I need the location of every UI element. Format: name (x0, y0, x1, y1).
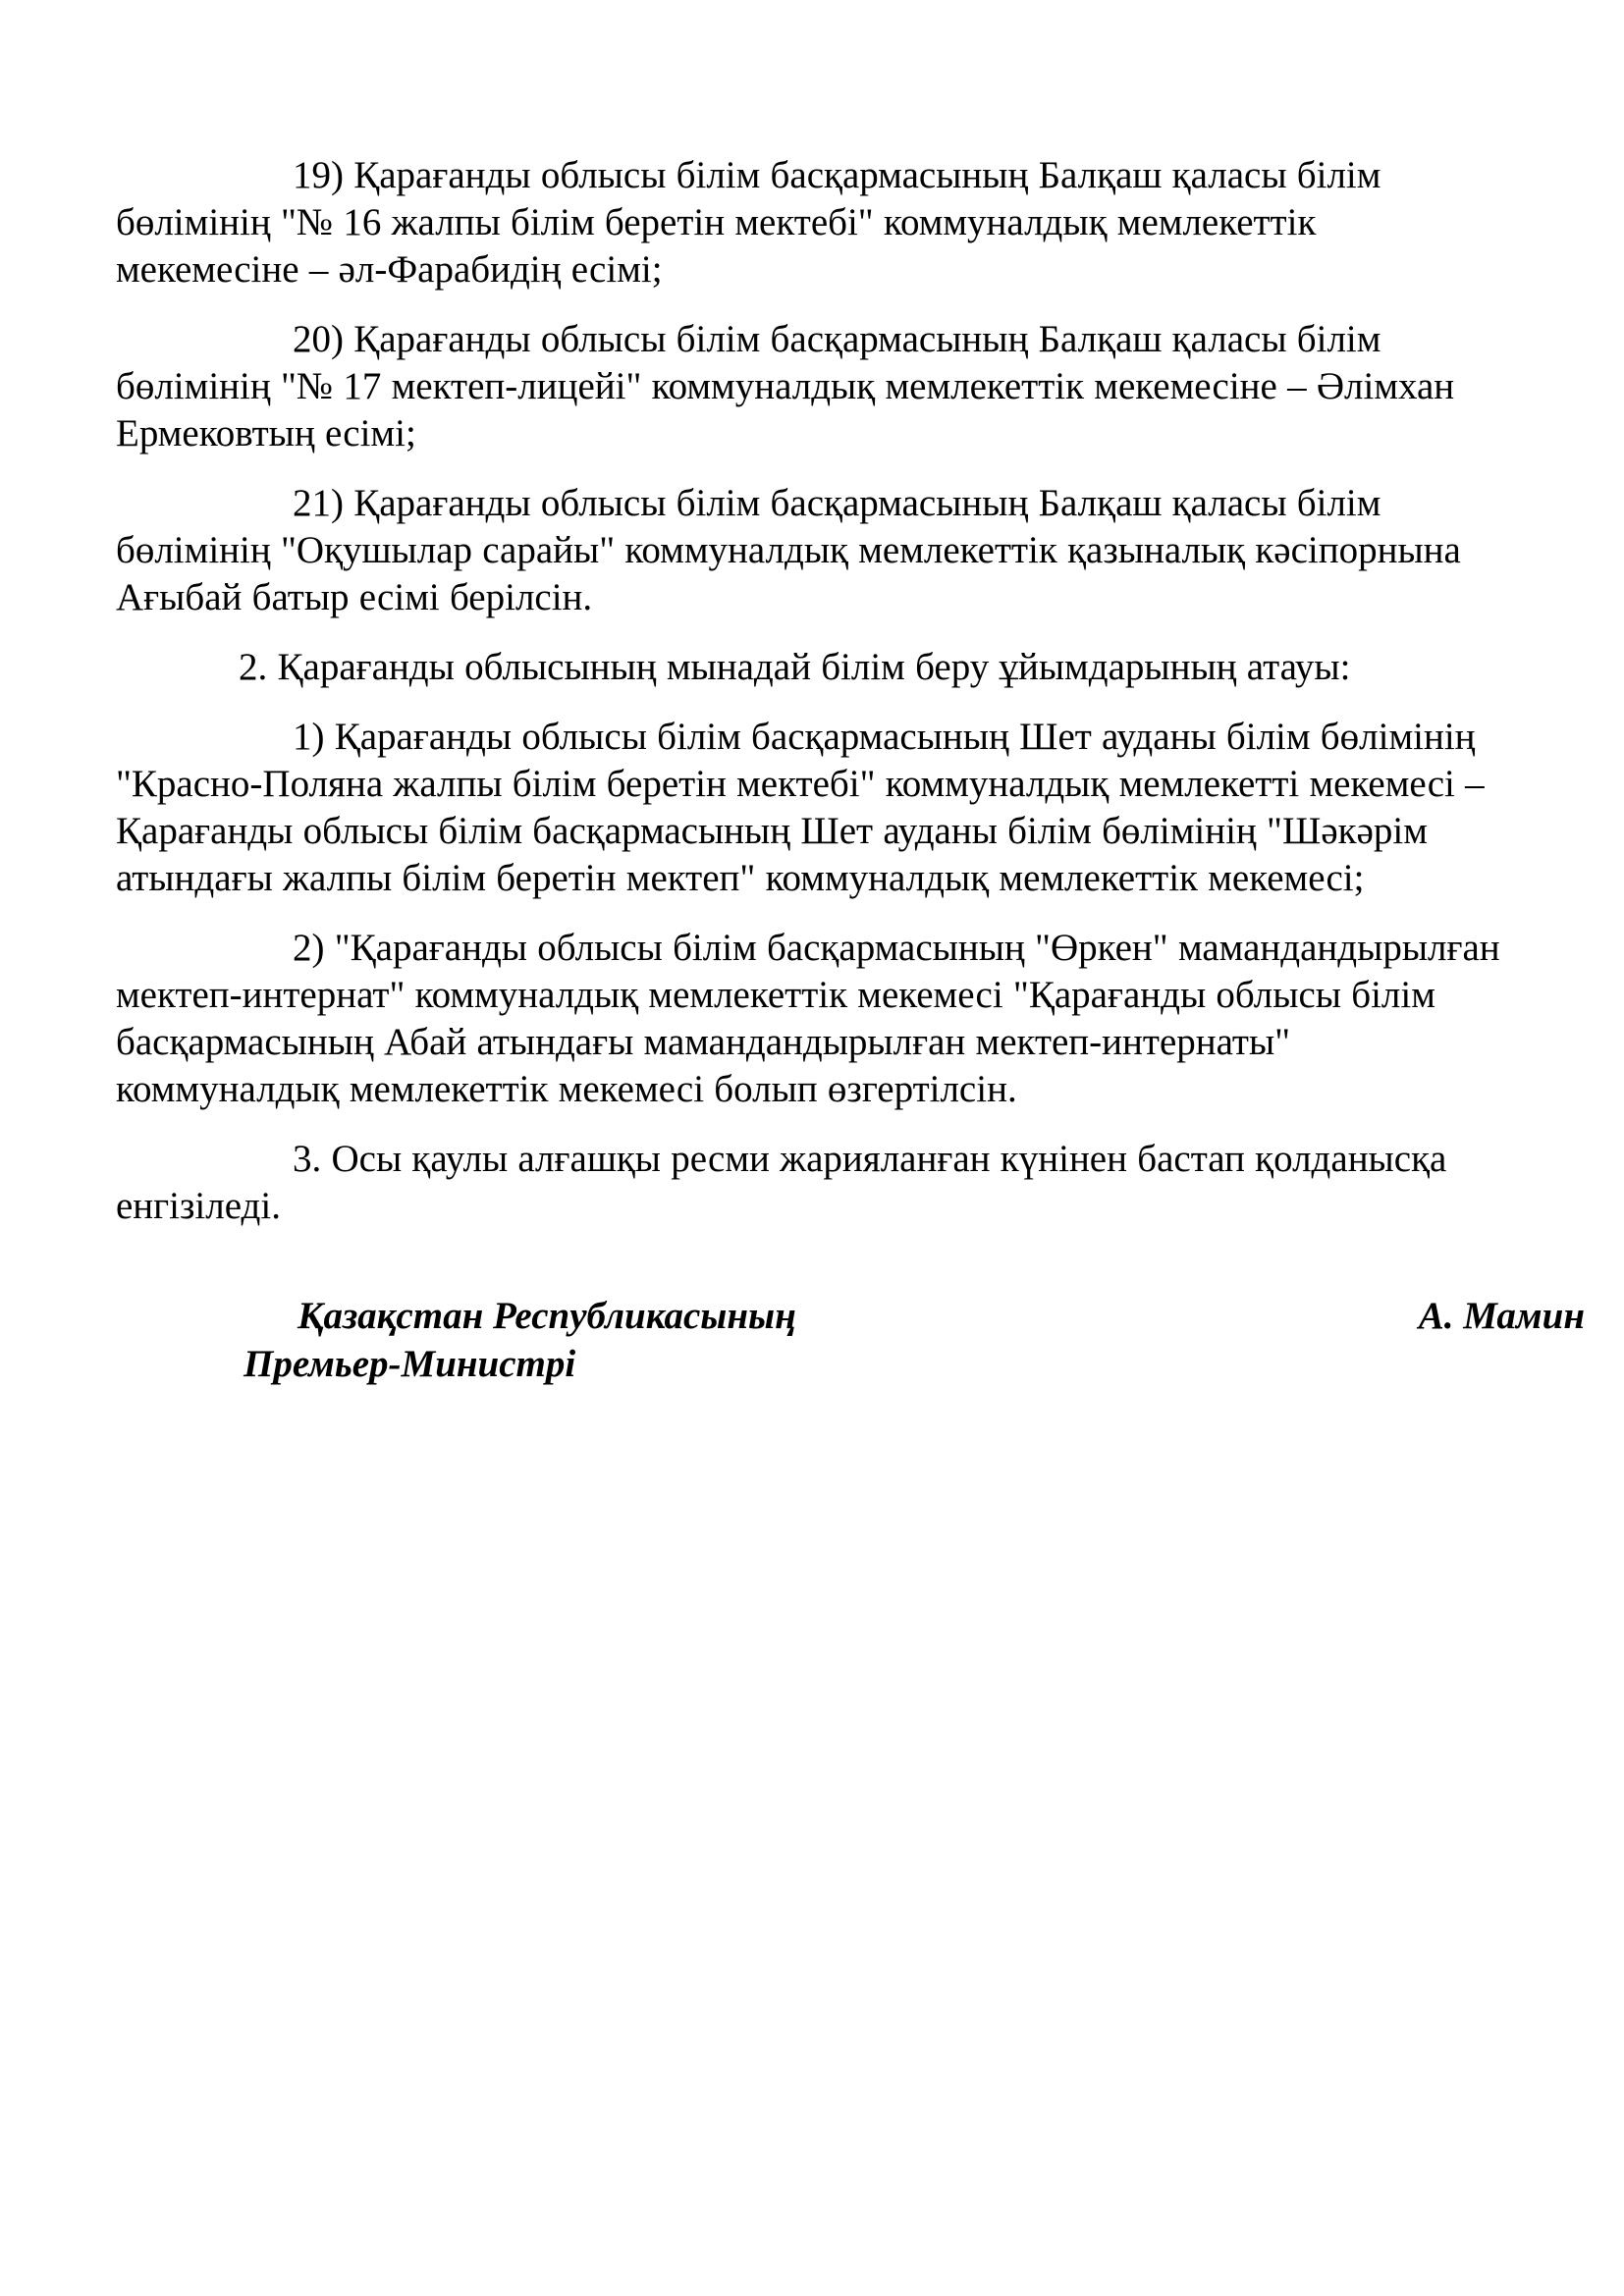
signer-name: А. Мамин (1418, 1295, 1585, 1337)
decree-item-21: 21) Қарағанды облысы білім басқармасының Балқаш қаласы білім бөлімінің "Оқушылар сарайы" коммуналдық мемлекеттік қазыналық кәсіпорнына Ағыбай батыр есімі берілсін. (116, 482, 1461, 618)
decree-item-20: 20) Қарағанды облысы білім басқармасының Балқаш қаласы білім бөлімінің "№ 17 мектеп-лицейі" коммуналдық мемлекеттік мекемесіне – Әлімхан Ермековтың есімі; (116, 318, 1455, 454)
decree-section-2: 2. Қарағанды облысының мынадай білім беру ұйымдарының атауы: (239, 646, 1351, 688)
signer-office (116, 1292, 796, 1388)
decree-section-3: 3. Осы қаулы алғашқы ресми жарияланған күнінен бастап қолданысқа енгізіледі. (116, 1138, 1447, 1227)
decree-subitem-2: 2) "Қарағанды облысы білім басқармасының "Өркен" мамандандырылған мектеп-интернат" коммуналдық мемлекеттік мекемесі "Қарағанды облысы білім басқармасының Абай атындағы мамандандырылған мектеп-интернаты" коммуналдық мемлекеттік мекемесі болып өзгертілсін. (116, 927, 1500, 1110)
signature-block (0, 1253, 1624, 1388)
decree-subitem-1: 1) Қарағанды облысы білім басқармасының Шет ауданы білім бөлімінің "Красно-Поляна жалпы білім беретін мектебі" коммуналдық мемлекетті мекемесі – Қарағанды облысы білім басқармасының Шет ауданы білім бөлімінің "Шәкәрім атындағы жалпы білім беретін мектеп" коммуналдық мемлекеттік мекемесі; (116, 716, 1485, 899)
decree-item-19: 19) Қарағанды облысы білім басқармасының Балқаш қаласы білім бөлімінің "№ 16 жалпы білім беретін мектебі" коммуналдық мемлекеттік мекемесіне – әл-Фарабидің есімі; (116, 154, 1381, 291)
signer-office-line1: Қазақстан Республикасының (298, 1295, 796, 1337)
signer-office-line2: Премьер-Министрі (244, 1343, 576, 1385)
